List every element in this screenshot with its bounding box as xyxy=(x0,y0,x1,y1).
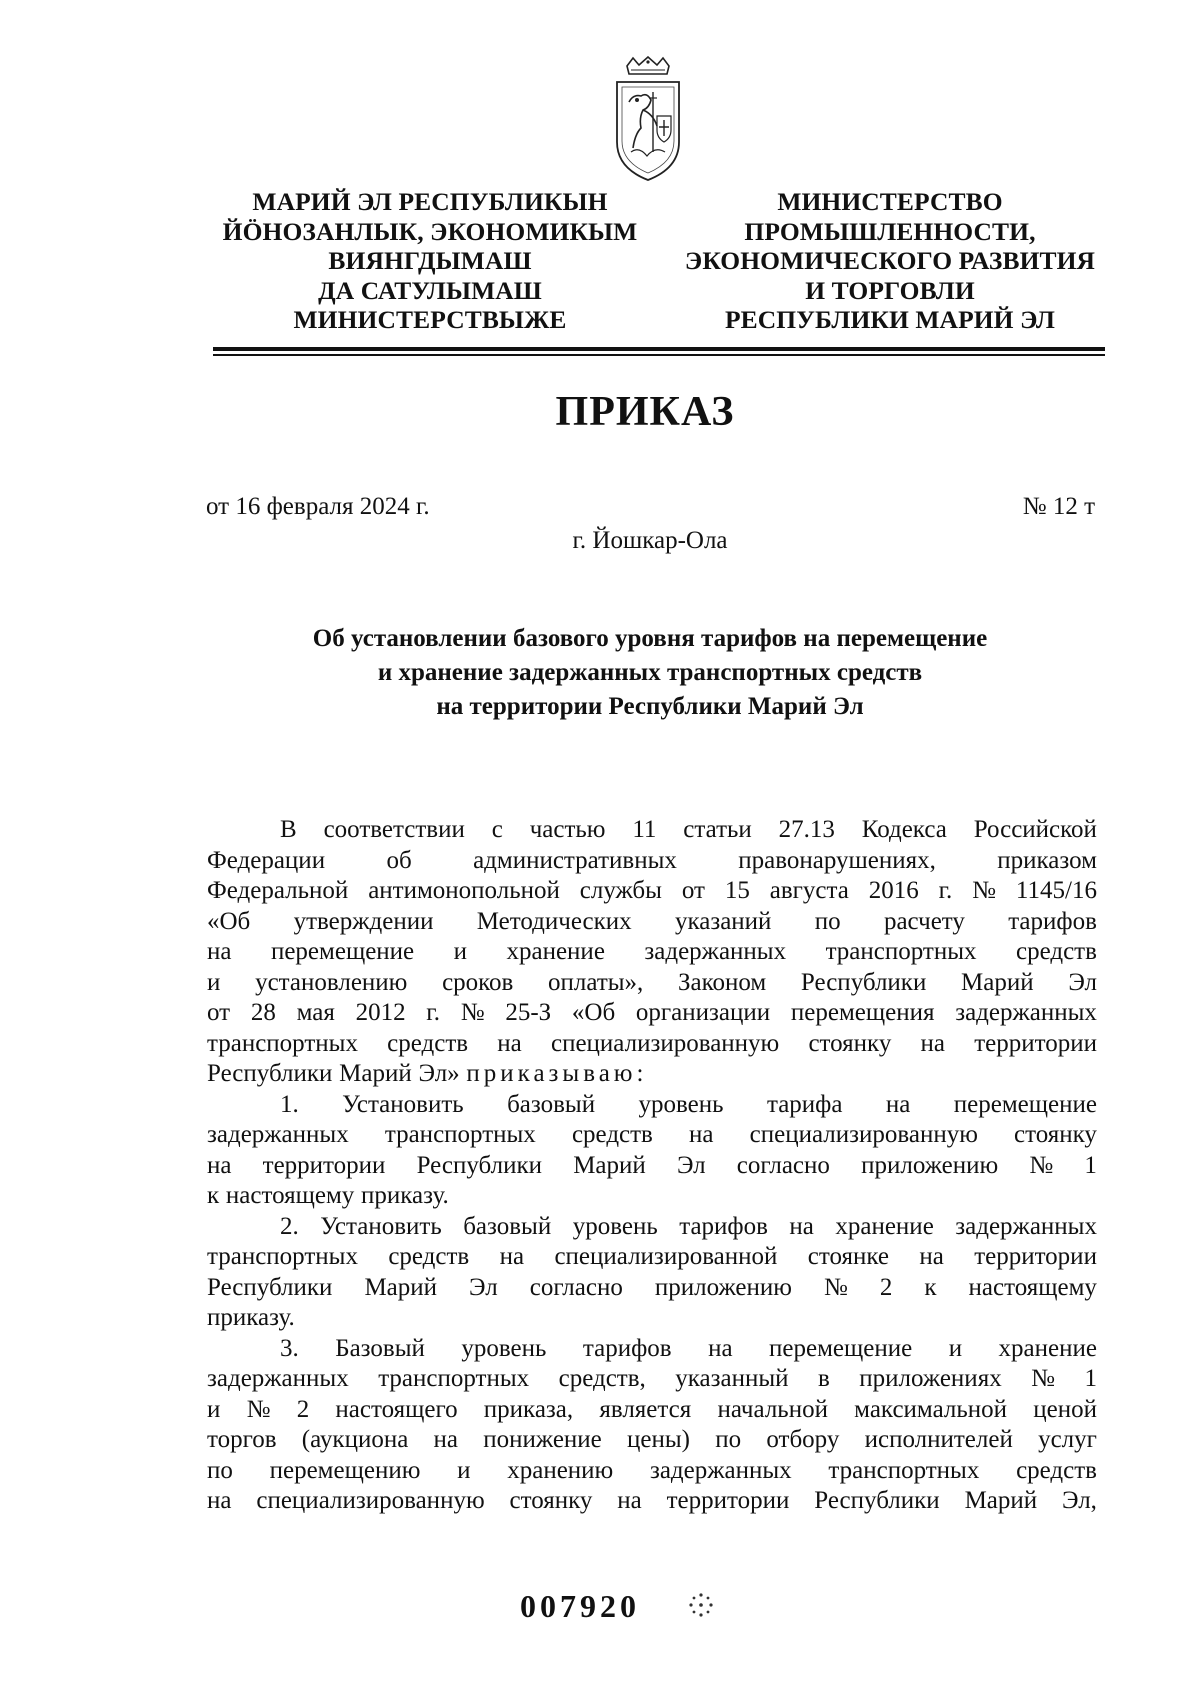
body-line: на специализированную стоянку на территории Республики Марий Эл, xyxy=(207,1487,1097,1514)
header-divider-thin xyxy=(213,354,1105,356)
header-line: РЕСПУБЛИКИ МАРИЙ ЭЛ xyxy=(724,305,1055,334)
body-line: на территории Республики Марий Эл согласно приложению № 1 xyxy=(207,1151,1097,1179)
body-line: по перемещению и хранению задержанных транспортных средств xyxy=(207,1456,1097,1484)
body-line: Федерации об административных правонарушениях, приказом xyxy=(207,846,1097,874)
header-line: И ТОРГОВЛИ xyxy=(805,275,975,305)
body-line: приказу. xyxy=(207,1304,295,1331)
header-line: ЙӦНОЗАНЛЫК, ЭКОНОМИКЫМ xyxy=(222,216,638,246)
ministry-name-mari xyxy=(200,187,660,335)
header-line: МИНИСТЕРСТВЫЖЕ xyxy=(293,305,567,334)
body-line: от 28 мая 2012 г. № 25-З «Об организации перемещения задержанных xyxy=(207,999,1097,1026)
document-subject xyxy=(180,622,1120,724)
body-line: 1. Установить базовый уровень тарифа на перемещение xyxy=(280,1090,1097,1118)
header-line: ПРОМЫШЛЕННОСТИ, xyxy=(744,216,1036,246)
header-line: МАРИЙ ЭЛ РЕСПУБЛИКЫН xyxy=(252,187,608,216)
body-line: 2. Установить базовый уровень тарифов на хранение задержанных xyxy=(280,1212,1097,1240)
subject-line: и хранение задержанных транспортных средств xyxy=(377,659,923,686)
coat-of-arms-emblem xyxy=(613,56,683,186)
body-line: торгов (аукциона на понижение цены) по отбору исполнителей услуг xyxy=(207,1426,1097,1453)
body-line: задержанных транспортных средств на специализированную стоянку xyxy=(207,1121,1097,1148)
body-line: Республики Марий Эл» приказываю: xyxy=(207,1059,1097,1090)
document-number: № 12 т xyxy=(1022,493,1095,520)
header-line: ЭКОНОМИЧЕСКОГО РАЗВИТИЯ xyxy=(684,246,1096,275)
body-line: к настоящему приказу. xyxy=(207,1182,449,1209)
header-line: ВИЯНГДЫМАШ xyxy=(328,246,532,275)
header-divider-thick xyxy=(213,347,1105,351)
body-line: и установлению сроков оплаты», Законом Республики Марий Эл xyxy=(207,968,1097,996)
document-body xyxy=(207,815,1097,1517)
body-line: транспортных средств на специализированной стоянке на территории xyxy=(207,1243,1097,1270)
body-line: 3. Базовый уровень тарифов на перемещение и хранение xyxy=(280,1334,1097,1362)
body-line: Федеральной антимонопольной службы от 15 августа 2016 г. № 1145/16 xyxy=(207,877,1097,904)
body-line: на перемещение и хранение задержанных транспортных средств xyxy=(207,938,1097,965)
spaced-directive: приказываю: xyxy=(466,1060,648,1087)
body-line: Республики Марий Эл согласно приложению № 2 к настоящему xyxy=(207,1273,1097,1301)
header-line: МИНИСТЕРСТВО xyxy=(777,187,1003,216)
subject-line: на территории Республики Марий Эл xyxy=(436,693,864,720)
body-line: и № 2 настоящего приказа, является начальной максимальной ценой xyxy=(207,1395,1097,1423)
document-title: ПРИКАЗ xyxy=(555,389,735,435)
document-date: от 16 февраля 2024 г. xyxy=(206,493,430,520)
body-line: задержанных транспортных средств, указанный в приложениях № 1 xyxy=(207,1365,1097,1392)
registration-stamp-number: 007920 xyxy=(520,1588,640,1624)
ministry-name-russian xyxy=(660,187,1120,335)
body-line: транспортных средств на специализированную стоянку на территории xyxy=(207,1029,1097,1057)
body-line: В соответствии с частью 11 статьи 27.13 Кодекса Российской xyxy=(280,816,1097,843)
body-line: «Об утверждении Методических указаний по расчету тарифов xyxy=(207,907,1097,935)
document-city: г. Йошкар-Ола xyxy=(572,527,728,554)
subject-line: Об установлении базового уровня тарифов на перемещение xyxy=(312,625,988,652)
header-line: ДА САТУЛЫМАШ xyxy=(318,275,542,305)
stamp-dots-mark xyxy=(688,1592,714,1618)
